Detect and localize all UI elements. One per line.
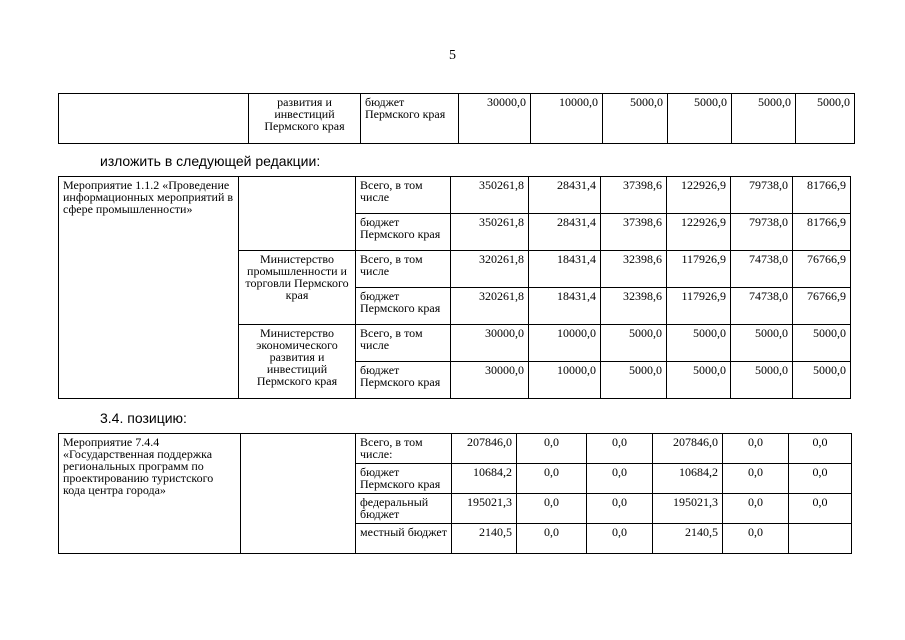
value-cell: 0,0 xyxy=(517,494,587,524)
value-cell: 122926,9 xyxy=(667,177,731,214)
value-cell: 10684,2 xyxy=(653,464,723,494)
org-cell: развития и инвестиций Пермского края xyxy=(249,94,361,144)
source-cell: бюджет Пермского края xyxy=(361,94,459,144)
value-cell: 320261,8 xyxy=(451,288,529,325)
value-cell: 350261,8 xyxy=(451,177,529,214)
event-cell: Мероприятие 7.4.4 «Государственная поддержка региональных программ по проектированию туристского кода центра города» xyxy=(59,434,241,554)
value-cell: 350261,8 xyxy=(451,214,529,251)
source-cell: местный бюджет xyxy=(356,524,452,554)
value-cell: 18431,4 xyxy=(529,288,601,325)
value-cell: 0,0 xyxy=(587,524,653,554)
source-cell: Всего, в том числе xyxy=(356,177,451,214)
value-cell: 10000,0 xyxy=(531,94,603,144)
table-row xyxy=(59,434,852,464)
source-cell: Всего, в том числе: xyxy=(356,434,452,464)
value-cell: 117926,9 xyxy=(667,288,731,325)
value-cell: 122926,9 xyxy=(667,214,731,251)
value-cell: 0,0 xyxy=(789,434,852,464)
value-cell: 0,0 xyxy=(587,434,653,464)
value-cell: 5000,0 xyxy=(601,362,667,399)
event-cell: Мероприятие 1.1.2 «Проведение информационных мероприятий в сфере промышленности» xyxy=(59,177,239,399)
value-cell: 195021,3 xyxy=(653,494,723,524)
empty-cell xyxy=(239,177,356,251)
value-cell: 28431,4 xyxy=(529,177,601,214)
source-cell: бюджет Пермского края xyxy=(356,464,452,494)
table-event-1-1-2 xyxy=(58,176,851,399)
table-event-7-4-4 xyxy=(58,433,852,554)
value-cell: 76766,9 xyxy=(793,251,851,288)
value-cell: 10000,0 xyxy=(529,362,601,399)
org-cell: Министерство экономического развития и инвестиций Пермского края xyxy=(239,325,356,399)
value-cell: 30000,0 xyxy=(459,94,531,144)
value-cell: 18431,4 xyxy=(529,251,601,288)
source-cell: бюджет Пермского края xyxy=(356,362,451,399)
value-cell: 0,0 xyxy=(517,464,587,494)
value-cell: 0,0 xyxy=(723,524,789,554)
value-cell: 30000,0 xyxy=(451,325,529,362)
value-cell: 0,0 xyxy=(517,434,587,464)
value-cell: 207846,0 xyxy=(653,434,723,464)
value-cell: 81766,9 xyxy=(793,177,851,214)
paragraph-new-edition: изложить в следующей редакции: xyxy=(100,153,321,169)
empty-cell xyxy=(241,434,356,554)
value-cell: 0,0 xyxy=(723,494,789,524)
value-cell: 5000,0 xyxy=(731,325,793,362)
table-previous-fragment xyxy=(58,93,855,144)
page-number: 5 xyxy=(449,48,456,63)
value-cell: 5000,0 xyxy=(731,362,793,399)
value-cell: 5000,0 xyxy=(793,362,851,399)
table-row xyxy=(59,94,855,144)
value-cell: 0,0 xyxy=(789,494,852,524)
value-cell: 79738,0 xyxy=(731,177,793,214)
empty-cell xyxy=(59,94,249,144)
value-cell: 37398,6 xyxy=(601,177,667,214)
value-cell: 0,0 xyxy=(789,464,852,494)
value-cell: 320261,8 xyxy=(451,251,529,288)
value-cell: 5000,0 xyxy=(603,94,668,144)
value-cell: 74738,0 xyxy=(731,288,793,325)
value-cell: 5000,0 xyxy=(667,325,731,362)
value-cell: 32398,6 xyxy=(601,288,667,325)
value-cell: 5000,0 xyxy=(601,325,667,362)
value-cell: 5000,0 xyxy=(793,325,851,362)
value-cell: 10000,0 xyxy=(529,325,601,362)
value-cell: 195021,3 xyxy=(452,494,517,524)
source-cell: бюджет Пермского края xyxy=(356,214,451,251)
source-cell: федеральный бюджет xyxy=(356,494,452,524)
value-cell: 0,0 xyxy=(587,494,653,524)
paragraph-position: 3.4. позицию: xyxy=(100,410,187,426)
value-cell: 79738,0 xyxy=(731,214,793,251)
value-cell: 5000,0 xyxy=(667,362,731,399)
value-cell: 0,0 xyxy=(723,464,789,494)
source-cell: Всего, в том числе xyxy=(356,251,451,288)
value-cell: 5000,0 xyxy=(732,94,796,144)
value-cell: 0,0 xyxy=(723,434,789,464)
value-cell: 81766,9 xyxy=(793,214,851,251)
source-cell: бюджет Пермского края xyxy=(356,288,451,325)
value-cell: 30000,0 xyxy=(451,362,529,399)
value-cell: 117926,9 xyxy=(667,251,731,288)
value-cell: 37398,6 xyxy=(601,214,667,251)
value-cell: 32398,6 xyxy=(601,251,667,288)
table-row xyxy=(59,177,851,214)
value-cell: 10684,2 xyxy=(452,464,517,494)
value-cell: 2140,5 xyxy=(653,524,723,554)
value-cell: 0,0 xyxy=(517,524,587,554)
value-cell: 5000,0 xyxy=(796,94,855,144)
value-cell: 76766,9 xyxy=(793,288,851,325)
source-cell: Всего, в том числе xyxy=(356,325,451,362)
value-cell xyxy=(789,524,852,554)
value-cell: 28431,4 xyxy=(529,214,601,251)
value-cell: 74738,0 xyxy=(731,251,793,288)
value-cell: 5000,0 xyxy=(668,94,732,144)
value-cell: 0,0 xyxy=(587,464,653,494)
value-cell: 207846,0 xyxy=(452,434,517,464)
org-cell: Министерство промышленности и торговли Пермского края xyxy=(239,251,356,325)
value-cell: 2140,5 xyxy=(452,524,517,554)
